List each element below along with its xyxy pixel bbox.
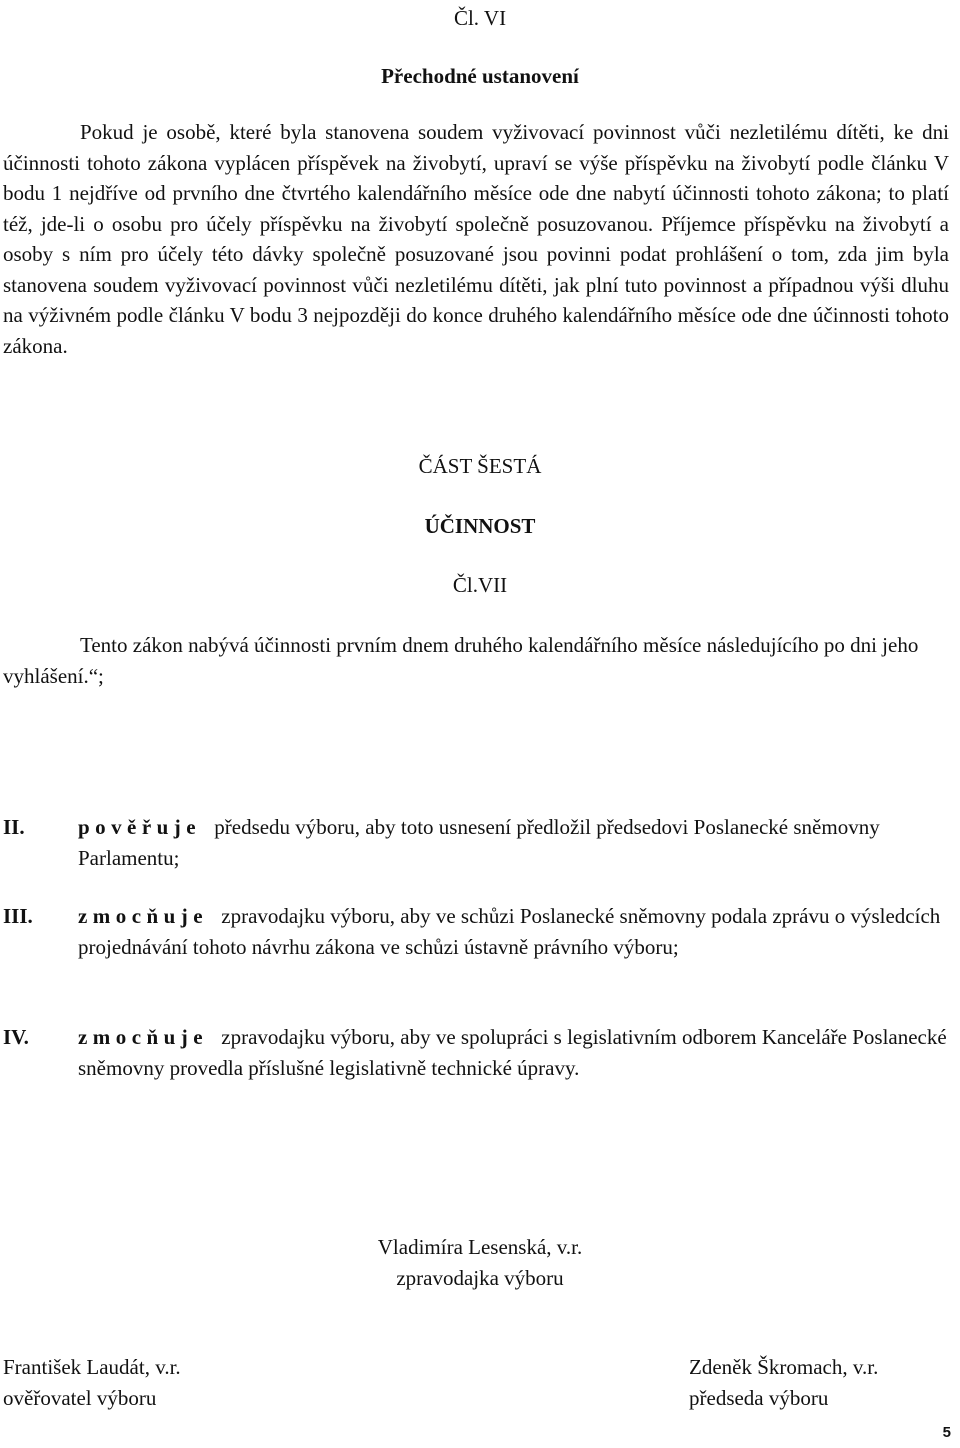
resolution-body: zpravodajku výboru, aby ve schůzi Poslanecké sněmovny podala zprávu o výsledcích projednávání tohoto návrhu zákona ve schůzi ústavně právního výboru; [78, 904, 941, 959]
verifier-name: František Laudát, v.r. [3, 1355, 181, 1379]
part-6-title: ÚČINNOST [424, 514, 536, 538]
article-6-title: Přechodné ustanovení [381, 64, 579, 88]
article-6-paragraph: Pokud je osobě, které byla stanovena soudem vyživovací povinnost vůči nezletilému dítěti, ke dni účinnosti tohoto zákona vyplácen příspěvek na živobytí, upraví se výše příspěvku na živobytí podle článku V bodu 1 nejdříve od prvního dne čtvrtého kalendářního měsíce ode dne nabytí účinnosti tohoto zákona; to platí též, jde-li o osobu pro účely příspěvku na živobytí společně posuzovanou. Příjemce příspěvku na živobytí a osoby s ním pro účely této dávky společně posuzované jsou povinni podat prohlášení o tom, zda jim byla stanovena soudem vyživovací povinnost vůči nezletilému dítěti, jak plní tuto povinnost a případnou výši dluhu na výživném podle článku V bodu 3 nejpozději do konce druhého kalendářního měsíce ode dne účinnosti tohoto zákona. [3, 120, 949, 358]
verifier-signature [3, 1352, 181, 1413]
resolution-verb: zmocňuje [78, 904, 208, 928]
chair-signature [689, 1352, 878, 1413]
resolution-verb: zmocňuje [78, 1025, 208, 1049]
rapporteur-signature [0, 1232, 960, 1293]
chair-name: Zdeněk Škromach, v.r. [689, 1355, 879, 1379]
resolution-verb: pověřuje [78, 815, 201, 839]
resolution-number: IV. [3, 1025, 29, 1049]
article-7-paragraph: Tento zákon nabývá účinnosti prvním dnem druhého kalendářního měsíce následujícího po dni jeho vyhlášení.“; [3, 633, 919, 688]
resolution-body: zpravodajku výboru, aby ve spolupráci s legislativním odborem Kanceláře Poslanecké sněmovny provedla příslušné legislativně technické úpravy. [78, 1025, 947, 1080]
rapporteur-role: zpravodajka výboru [396, 1265, 564, 1290]
verifier-role: ověřovatel výboru [3, 1385, 157, 1410]
part-6-heading: ČÁST ŠESTÁ [418, 454, 542, 478]
resolution-body: předsedu výboru, aby toto usnesení předložil předsedovi Poslanecké sněmovny Parlamentu; [78, 815, 880, 870]
rapporteur-name: Vladimíra Lesenská, v.r. [377, 1235, 583, 1259]
article-7-heading: Čl.VII [452, 573, 508, 597]
chair-role: předseda výboru [689, 1385, 829, 1410]
article-6-heading: Čl. VI [453, 6, 507, 30]
resolution-number: III. [3, 904, 33, 928]
resolution-text [78, 812, 948, 873]
page-number: 5 [942, 1424, 951, 1441]
resolution-text [78, 1022, 948, 1083]
resolution-text [78, 901, 948, 962]
resolution-number: II. [3, 815, 25, 839]
